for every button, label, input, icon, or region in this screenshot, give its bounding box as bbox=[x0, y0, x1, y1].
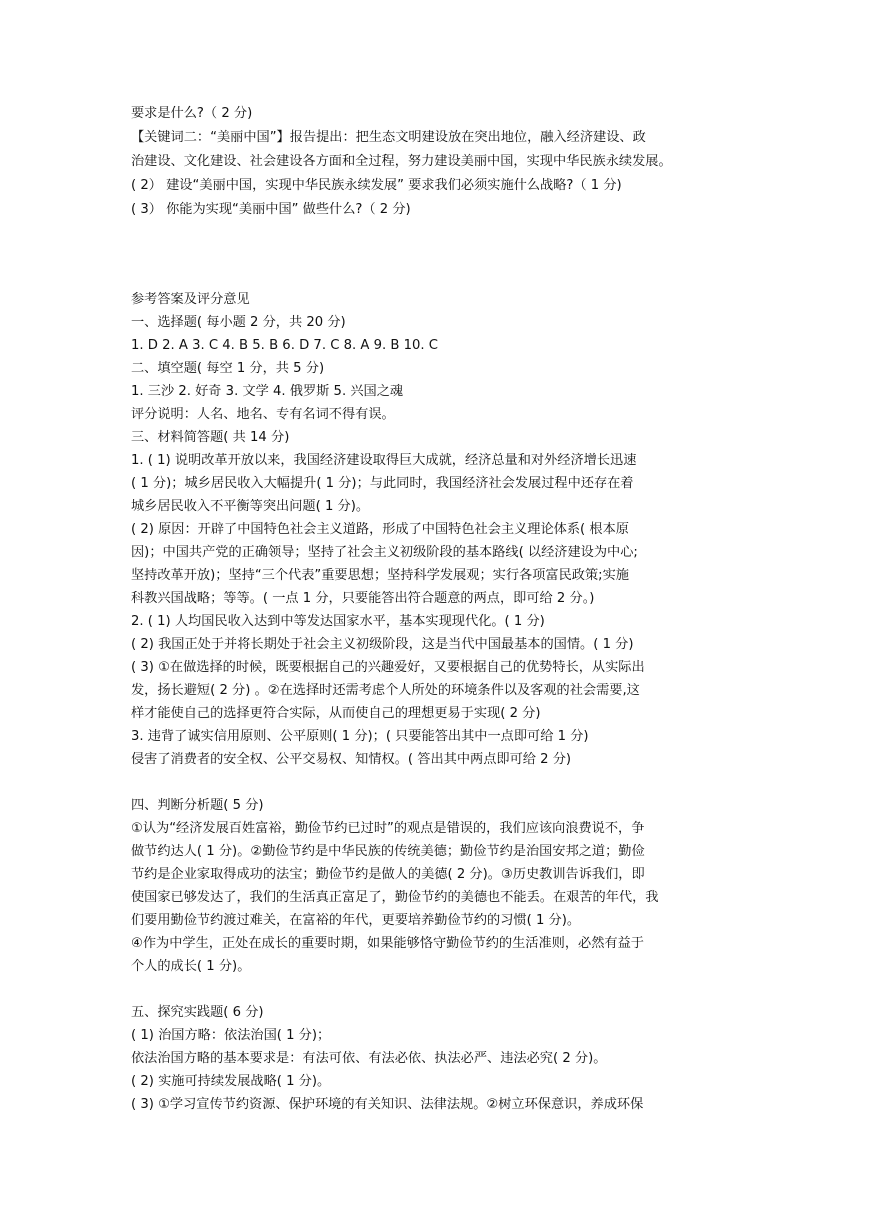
section-3-line: 因)；中国共产党的正确领导；坚持了社会主义初级阶段的基本路线( 以经济建设为中心; bbox=[131, 545, 638, 560]
section-3-line: 城乡居民收入不平衡等突出问题( 1 分)。 bbox=[131, 499, 370, 514]
section-4-line: ④作为中学生，正处在成长的重要时期，如果能够恪守勤俭节约的生活准则，必然有益于 bbox=[131, 936, 644, 951]
question-fragment-line: 要求是什么?（ 2 分) bbox=[131, 106, 253, 121]
section-3-line: ( 3) ①在做选择的时候，既要根据自己的兴趣爱好，又要根据自己的优势特长，从实际出 bbox=[131, 660, 645, 675]
section-3-line: 2. ( 1) 人均国民收入达到中等发达国家水平，基本实现现代化。( 1 分) bbox=[131, 614, 545, 629]
section-5-line: ( 3) ①学习宣传节约资源、保护环境的有关知识、法律法规。②树立环保意识，养成环保 bbox=[131, 1097, 644, 1112]
section-4-line: 个人的成长( 1 分)。 bbox=[131, 959, 251, 974]
section-5-line: ( 2) 实施可持续发展战略( 1 分)。 bbox=[131, 1074, 331, 1089]
section-4-line: ①认为“经济发展百姓富裕，勤俭节约已过时”的观点是错误的，我们应该向浪费说不，争 bbox=[131, 821, 645, 836]
section-5-line: 依法治国方略的基本要求是：有法可依、有法必依、执法必严、违法必究( 2 分)。 bbox=[131, 1051, 607, 1066]
section-3-line: 坚持改革开放)；坚持“三个代表”重要思想；坚持科学发展观；实行各项富民政策;实施 bbox=[131, 568, 629, 583]
question-2-line: ( 2） 建设“美丽中国，实现中华民族永续发展” 要求我们必须实施什么战略?（ 1 分) bbox=[131, 178, 622, 193]
section-3-line: ( 1 分)；城乡居民收入大幅提升( 1 分)；与此同时，我国经济社会发展过程中还存在着 bbox=[131, 476, 634, 491]
section-4-line: 做节约达人( 1 分)。②勤俭节约是中华民族的传统美德；勤俭节约是治国安邦之道；勤俭 bbox=[131, 844, 645, 859]
section-3-line: 科教兴国战略；等等。( 一点 1 分，只要能答出符合题意的两点，即可给 2 分。) bbox=[131, 591, 595, 606]
section-3-line: 1. ( 1) 说明改革开放以来，我国经济建设取得巨大成就，经济总量和对外经济增长迅速 bbox=[131, 453, 637, 468]
keyword-two-line-cont: 治建设、文化建设、社会建设各方面和全过程，努力建设美丽中国，实现中华民族永续发展。 bbox=[131, 154, 672, 169]
section-4-line: 使国家已够发达了，我们的生活真正富足了，勤俭节约的美德也不能丢。在艰苦的年代，我 bbox=[131, 890, 659, 905]
section-4-heading: 四、判断分析题( 5 分) bbox=[131, 798, 264, 813]
section-3-line: ( 2) 原因：开辟了中国特色社会主义道路，形成了中国特色社会主义理论体系( 根本原 bbox=[131, 522, 629, 537]
section-1-heading: 一、选择题( 每小题 2 分，共 20 分) bbox=[131, 315, 346, 330]
section-3-line: 侵害了消费者的安全权、公平交易权、知情权。( 答出其中两点即可给 2 分) bbox=[131, 752, 572, 767]
section-3-heading: 三、材料简答题( 共 14 分) bbox=[131, 430, 290, 445]
keyword-two-line: 【关键词二：“美丽中国”】报告提出：把生态文明建设放在突出地位，融入经济建设、政 bbox=[131, 130, 646, 145]
section-3-line: ( 2) 我国正处于并将长期处于社会主义初级阶段，这是当代中国最基本的国情。( 1 分) bbox=[131, 637, 634, 652]
section-1-answers: 1. D 2. A 3. C 4. B 5. B 6. D 7. C 8. A 9. B 10. C bbox=[131, 338, 438, 353]
section-2-note: 评分说明：人名、地名、专有名词不得有误。 bbox=[131, 407, 395, 422]
section-5-heading: 五、探究实践题( 6 分) bbox=[131, 1005, 264, 1020]
question-3-line: ( 3） 你能为实现“美丽中国” 做些什么?（ 2 分) bbox=[131, 202, 411, 217]
section-4-line: 们要用勤俭节约渡过难关，在富裕的年代，更要培养勤俭节约的习惯( 1 分)。 bbox=[131, 913, 581, 928]
section-2-heading: 二、填空题( 每空 1 分，共 5 分) bbox=[131, 361, 325, 376]
section-5-line: ( 1) 治国方略：依法治国( 1 分)； bbox=[131, 1028, 331, 1043]
section-4-line: 节约是企业家取得成功的法宝；勤俭节约是做人的美德( 2 分)。③历史教训告诉我们，即 bbox=[131, 867, 645, 882]
section-3-line: 样才能使自己的选择更符合实际，从而使自己的理想更易于实现( 2 分) bbox=[131, 706, 541, 721]
section-2-answers: 1. 三沙 2. 好奇 3. 文学 4. 俄罗斯 5. 兴国之魂 bbox=[131, 384, 404, 399]
section-3-line: 发，扬长避短( 2 分) 。②在选择时还需考虑个人所处的环境条件以及客观的社会需要,这 bbox=[131, 683, 640, 698]
section-3-line: 3. 违背了诚实信用原则、公平原则( 1 分)；( 只要能答出其中一点即可给 1 分) bbox=[131, 729, 589, 744]
answer-title: 参考答案及评分意见 bbox=[131, 292, 250, 307]
